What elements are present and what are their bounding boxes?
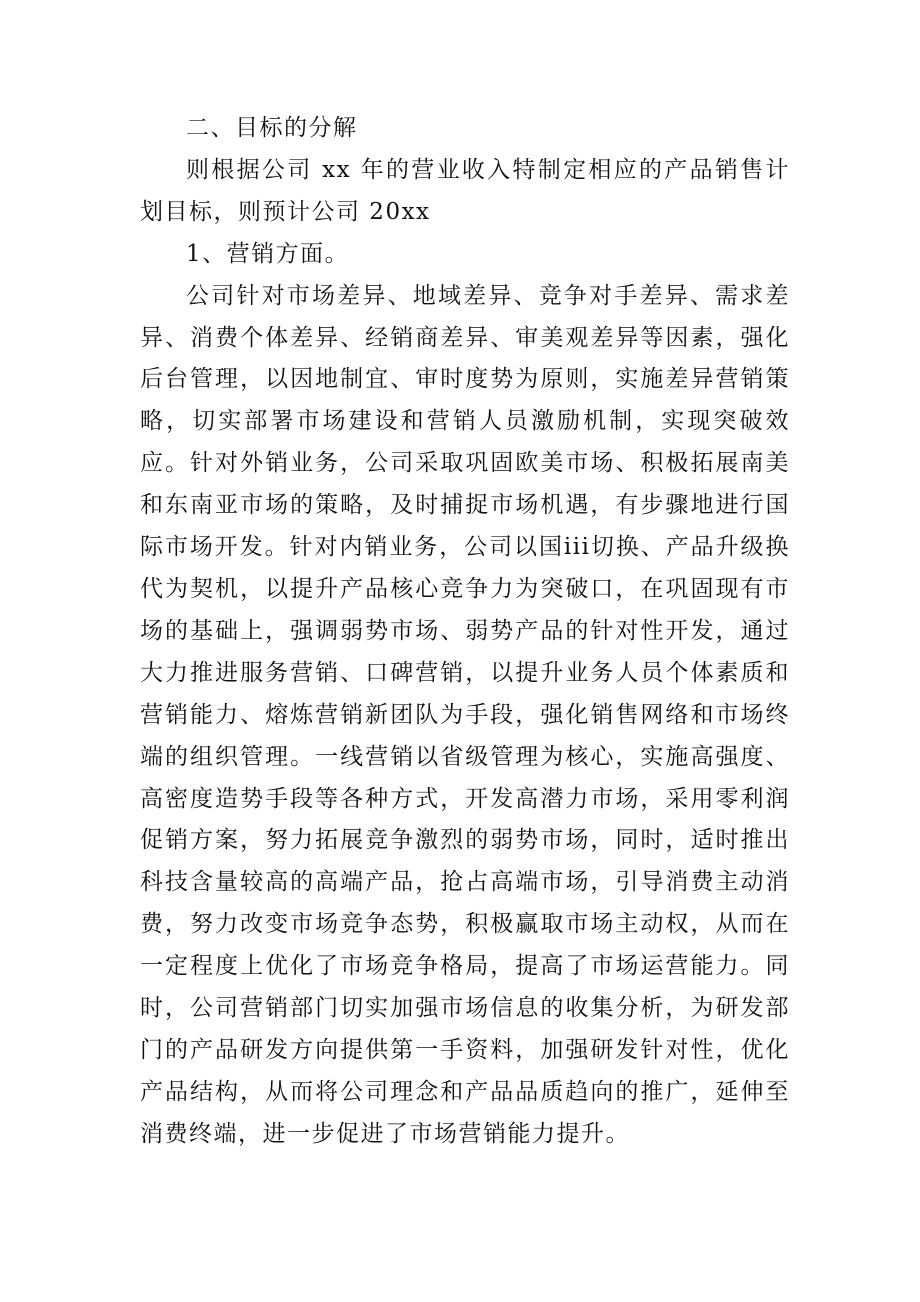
subsection-title: 1、营销方面。 xyxy=(186,240,350,267)
intro-paragraph: 则根据公司 xx 年的营业收入特制定相应的产品销售计划目标，则预计公司 20xx xyxy=(140,156,790,225)
section-heading: 二、目标的分解 xyxy=(186,115,358,141)
document-body xyxy=(140,108,790,1156)
body-paragraph: 公司针对市场差异、地域差异、竞争对手差异、需求差异、消费个体差异、经销商差异、审美观差异等因素，强化后台管理，以因地制宜、审时度势为原则，实施差异营销策略，切实部署市场建设和营销人员激励机制，实现突破效应。针对外销业务，公司采取巩固欧美市场、积极拓展南美和东南亚市场的策略，及时捕捉市场机遇，有步骤地进行国际市场开发。针对内销业务，公司以国iii切换、产品升级换代为契机，以提升产品核心竞争力为突破口，在巩固现有市场的基础上，强调弱势市场、弱势产品的针对性开发，通过大力推进服务营销、口碑营销，以提升业务人员个体素质和营销能力、熔炼营销新团队为手段，强化销售网络和市场终端的组织管理。一线营销以省级管理为核心，实施高强度、高密度造势手段等各种方式，开发高潜力市场，采用零利润促销方案，努力拓展竞争激烈的弱势市场，同时，适时推出科技含量较高的高端产品，抢占高端市场，引导消费主动消费，努力改变市场竞争态势，积极赢取市场主动权，从而在一定程度上优化了市场竞争格局，提高了市场运营能力。同时，公司营销部门切实加强市场信息的收集分析，为研发部门的产品研发方向提供第一手资料，加强研发针对性，优化产品结构，从而将公司理念和产品品质趋向的推广，延伸至消费终端，进一步促进了市场营销能力提升。 xyxy=(140,282,790,1147)
